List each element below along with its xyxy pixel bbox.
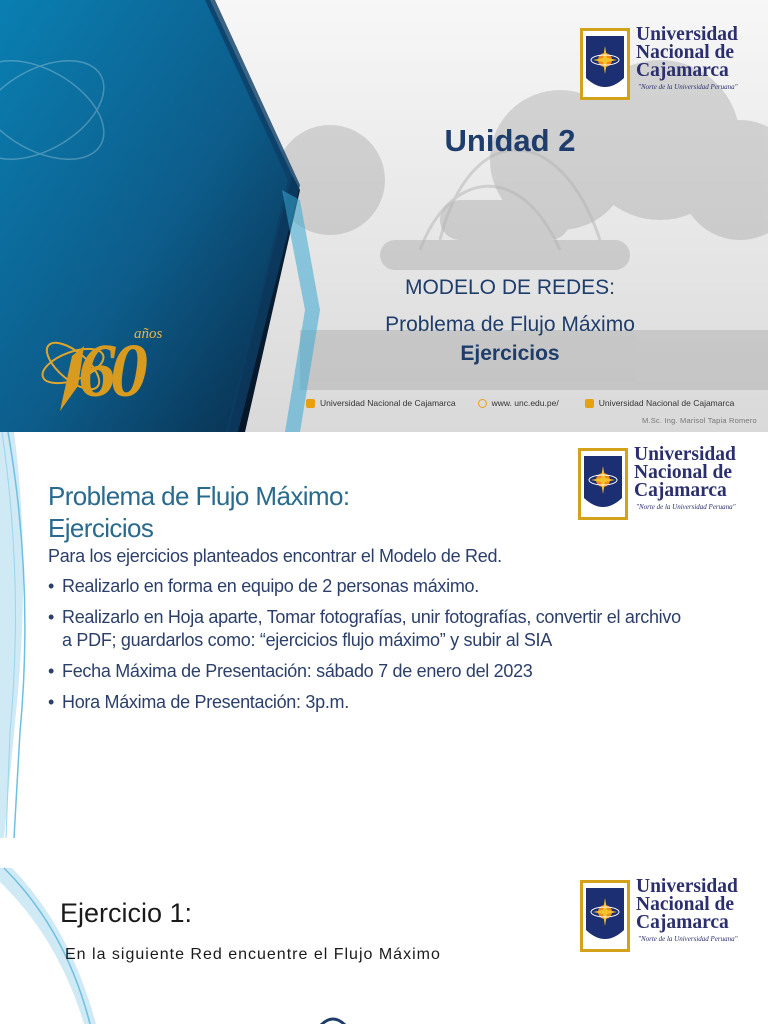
author-credit: M.Sc. Ing. Marisol Tapia Romero <box>642 416 757 425</box>
university-logo <box>578 444 758 520</box>
slide-title-line2: Ejercicios <box>48 513 154 543</box>
title-slide <box>0 0 768 432</box>
globe-icon <box>478 399 487 408</box>
anniversary-number: 60 <box>78 329 142 413</box>
subtitle-line3: Ejercicios <box>460 342 560 365</box>
university-crest-icon <box>580 880 630 952</box>
slide-title-line1: Problema de Flujo Máximo: <box>48 481 350 511</box>
slide-title <box>48 480 349 544</box>
footer-links <box>306 398 734 408</box>
footer-facebook[interactable]: Universidad Nacional de Cajamarca <box>320 398 456 408</box>
university-logo <box>580 24 760 100</box>
list-item: • Hora Máxima de Presentación: 3p.m. <box>62 691 686 714</box>
logo-name-line2: Nacional de <box>636 42 735 63</box>
network-node-partial <box>318 1016 348 1024</box>
unit-title: Unidad 2 <box>444 123 576 158</box>
subtitle-line1: MODELO DE REDES: <box>404 276 616 299</box>
anniversary-label: años <box>134 326 163 342</box>
subtitle-line2: Problema de Flujo Máximo <box>385 313 635 336</box>
youtube-icon <box>585 399 594 408</box>
logo-motto: "Norte de la Universidad Peruana" <box>638 935 738 943</box>
logo-name-line1: Universidad <box>636 24 738 45</box>
left-decoration <box>0 838 110 1024</box>
exercise-slide <box>0 838 768 1024</box>
logo-name-line2: Nacional de <box>636 894 735 915</box>
footer-youtube[interactable]: Universidad Nacional de Cajamarca <box>598 398 735 408</box>
footer-website[interactable]: www. unc.edu.pe/ <box>491 398 559 408</box>
list-item: • Realizarlo en Hoja aparte, Tomar fotografías, unir fotografías, convertir el archivo a PDF; guardarlos como: “ejercicios flujo máximo” y subir al SIA <box>62 606 686 652</box>
intro-text: Para los ejercicios planteados encontrar el Modelo de Red. <box>48 546 502 566</box>
facebook-icon <box>306 399 315 408</box>
logo-name-line3: Cajamarca <box>634 480 727 501</box>
instructions-body <box>46 546 686 722</box>
exercise-instruction: En la siguiente Red encuentre el Flujo Máximo <box>65 946 441 963</box>
logo-name-line3: Cajamarca <box>636 60 729 81</box>
list-item: • Realizarlo en forma en equipo de 2 personas máximo. <box>62 575 686 598</box>
logo-name-line2: Nacional de <box>634 462 733 483</box>
logo-motto: "Norte de la Universidad Peruana" <box>636 503 736 511</box>
university-crest-icon <box>580 28 630 100</box>
instructions-list <box>46 575 686 714</box>
logo-name-line3: Cajamarca <box>636 912 729 933</box>
university-crest-icon <box>578 448 628 520</box>
university-logo <box>580 876 760 952</box>
list-item: • Fecha Máxima de Presentación: sábado 7 de enero del 2023 <box>62 660 686 683</box>
logo-motto: "Norte de la Universidad Peruana" <box>638 83 738 91</box>
exercise-title: Ejercicio 1: <box>60 898 193 928</box>
anniversary-emblem <box>38 326 188 422</box>
instructions-slide <box>0 432 768 838</box>
logo-name-line1: Universidad <box>636 876 738 897</box>
logo-name-line1: Universidad <box>634 444 736 465</box>
